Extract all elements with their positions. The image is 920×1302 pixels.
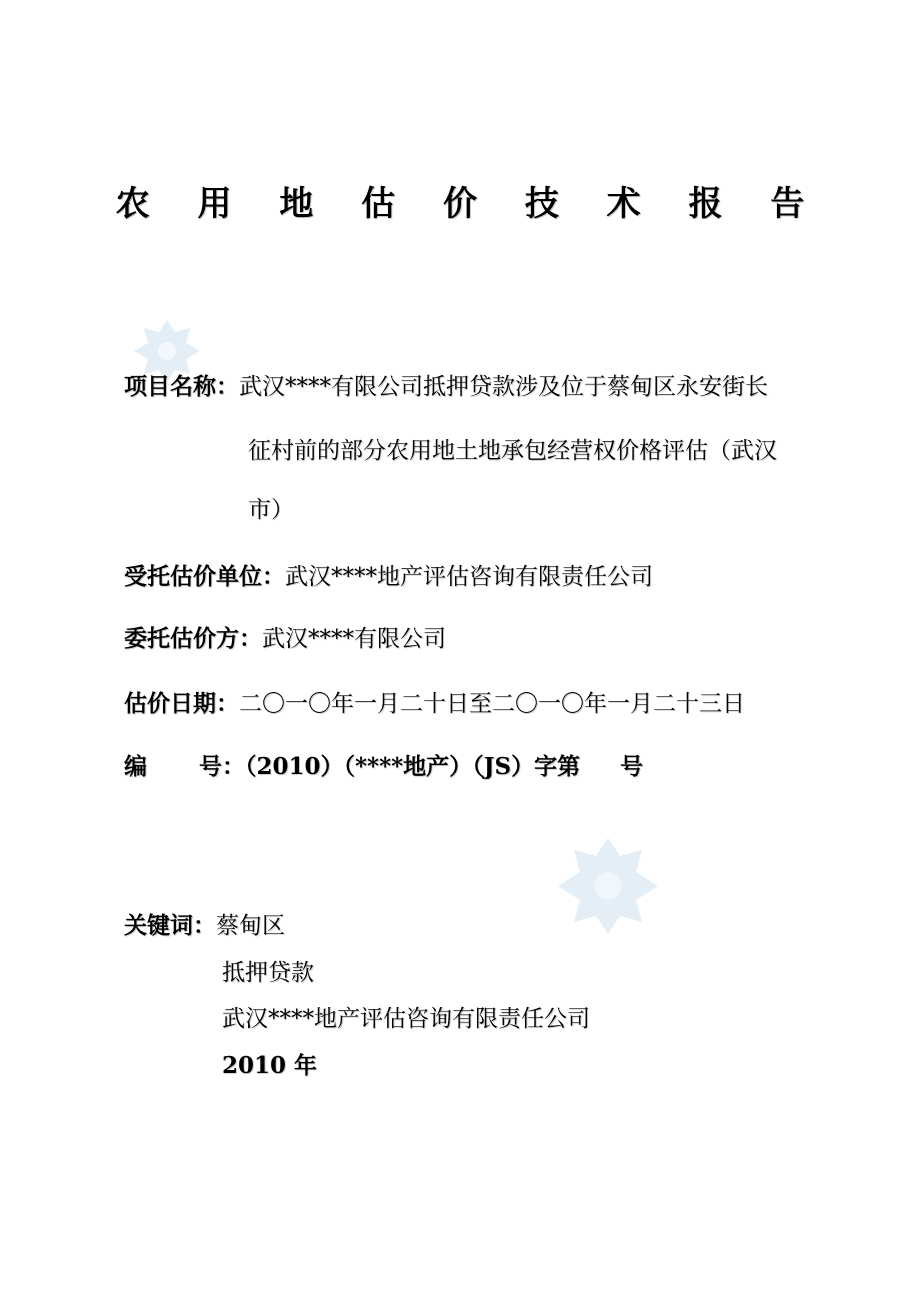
- report-number-row: [124, 752, 643, 782]
- appraisal-date-label: 估价日期：: [124, 690, 239, 717]
- keyword-item: 2010 年: [222, 1052, 318, 1079]
- client-value: 武汉****有限公司: [262, 626, 446, 652]
- project-name-label: 项目名称：: [124, 373, 239, 400]
- appraisal-date-value: 二〇一〇年一月二十日至二〇一〇年一月二十三日: [239, 691, 745, 717]
- snowflake-watermark-icon: [554, 836, 662, 936]
- project-name-value-line2: 征村前的部分农用地土地承包经营权价格评估（武汉: [248, 438, 777, 464]
- keyword-item: 蔡甸区: [216, 913, 285, 939]
- project-name-value-line1: 武汉****有限公司抵押贷款涉及位于蔡甸区永安街长: [239, 374, 768, 400]
- appraisal-date-row: [124, 689, 745, 719]
- client-row: [124, 624, 446, 654]
- report-number-value: （2010）（****地产）（JS）字第: [245, 753, 581, 780]
- appraiser-value: 武汉****地产评估咨询有限责任公司: [285, 564, 653, 590]
- appraiser-row: [124, 562, 653, 592]
- report-number-suffix: 号: [620, 753, 644, 780]
- keyword-item: 武汉****地产评估咨询有限责任公司: [222, 1006, 590, 1032]
- report-number-label-a: 编: [124, 753, 147, 780]
- project-name-value-line3: 市）: [248, 497, 294, 523]
- keywords-row: [124, 911, 285, 941]
- report-title: 农 用 地 估 价 技 术 报 告: [115, 184, 823, 224]
- keyword-item: 抵押贷款: [222, 960, 314, 986]
- appraiser-label: 受托估价单位：: [124, 563, 285, 590]
- project-name-row: [124, 372, 768, 402]
- keywords-label: 关键词：: [124, 912, 216, 939]
- client-label: 委托估价方：: [124, 625, 262, 652]
- report-number-label-b: 号：: [199, 753, 245, 780]
